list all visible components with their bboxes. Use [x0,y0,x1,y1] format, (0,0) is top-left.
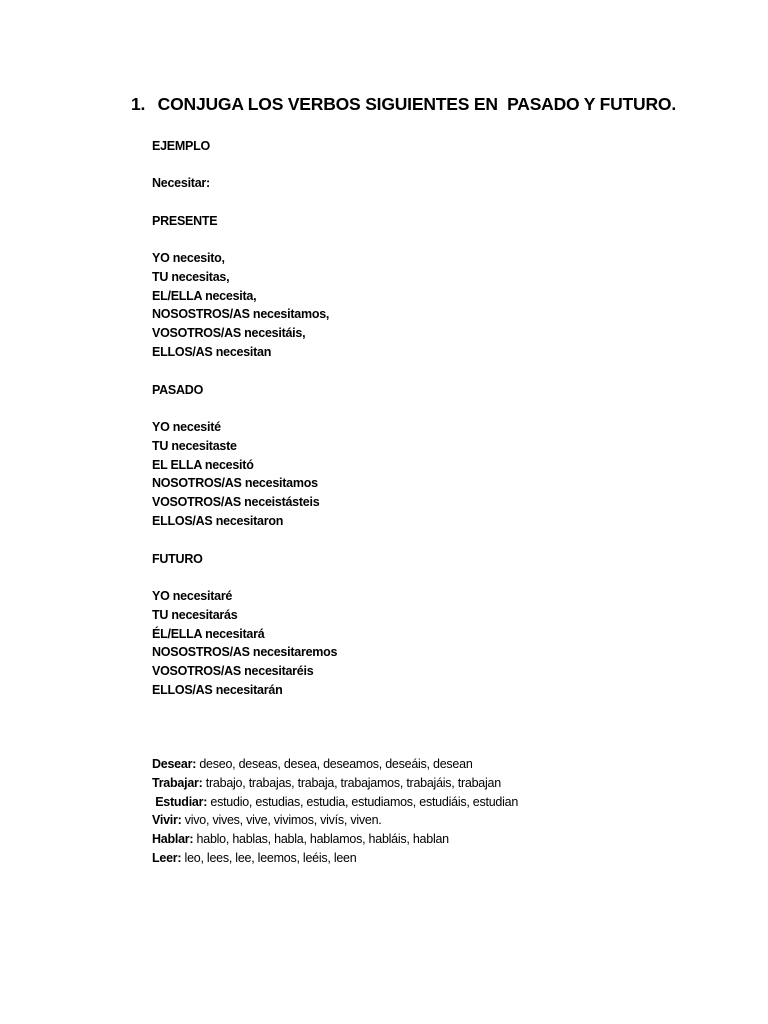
verb-forms: hablo, hablas, habla, hablamos, habláis, hablan [193,832,449,847]
verb-conjugation-list [152,755,712,868]
list-item [152,811,712,830]
exercise-instruction: CONJUGA LOS VERBOS SIGUIENTES EN PASADO Y FUTURO. [157,94,676,114]
exercise-number: 1. [131,94,146,114]
example-label: EJEMPLO [152,139,210,153]
futuro-line: VOSOTROS/AS necesitaréis [152,664,314,679]
verb-forms: leo, lees, lee, leemos, leéis, leen [181,850,357,865]
list-item [152,793,712,812]
presente-label: PRESENTE [152,214,218,228]
futuro-conjugation [152,587,712,700]
list-item [152,849,712,868]
pasado-line: VOSOTROS/AS neceistásteis [152,495,320,510]
presente-line: YO necesito, [152,251,225,265]
list-item [152,774,712,793]
verb-name: Estudiar: [152,794,208,809]
futuro-line: TU necesitarás [152,607,238,622]
verb-label: Necesitar: [152,176,210,190]
list-item [152,755,712,774]
pasado-label-block [152,381,712,400]
verb-name: Leer: [152,850,182,865]
verb-name: Desear: [152,757,197,771]
verb-forms: trabajo, trabajas, trabaja, trabajamos, trabajáis, trabajan [202,775,501,790]
verb-forms: vivo, vives, vive, vivimos, vivís, viven. [181,813,382,828]
presente-line: VOSOTROS/AS necesitáis, [152,326,306,341]
futuro-label-block [152,550,712,569]
futuro-label: FUTURO [152,552,203,566]
verb-name: Trabajar: [152,775,203,790]
futuro-line: ÉL/ELLA necesitará [152,626,265,641]
pasado-line: YO necesité [152,420,221,434]
pasado-line: EL ELLA necesitó [152,457,254,472]
pasado-conjugation [152,418,712,531]
verb-label-block [152,174,712,193]
pasado-line: TU necesitaste [152,438,237,453]
pasado-line: ELLOS/AS necesitaron [152,513,284,528]
list-item [152,830,712,849]
presente-conjugation [152,249,712,362]
presente-line: TU necesitas, [152,269,230,284]
futuro-line: NOSOSTROS/AS necesitaremos [152,645,338,660]
example-label-block [152,137,712,156]
verb-name: Hablar: [152,832,194,847]
verb-forms: deseo, deseas, desea, deseamos, deseáis, desean [196,757,473,771]
presente-line: NOSOSTROS/AS necesitamos, [152,307,330,322]
pasado-label: PASADO [152,383,204,397]
verb-forms: estudio, estudias, estudia, estudiamos, estudiáis, estudian [207,794,519,809]
verb-name: Vivir: [152,813,182,828]
futuro-line: ELLOS/AS necesitarán [152,682,283,697]
pasado-line: NOSOTROS/AS necesitamos [152,476,318,491]
futuro-line: YO necesitaré [152,589,233,603]
exercise-heading [131,94,676,115]
presente-line: ELLOS/AS necesitan [152,344,272,359]
presente-line: EL/ELLA necesita, [152,288,257,303]
presente-label-block [152,212,712,231]
